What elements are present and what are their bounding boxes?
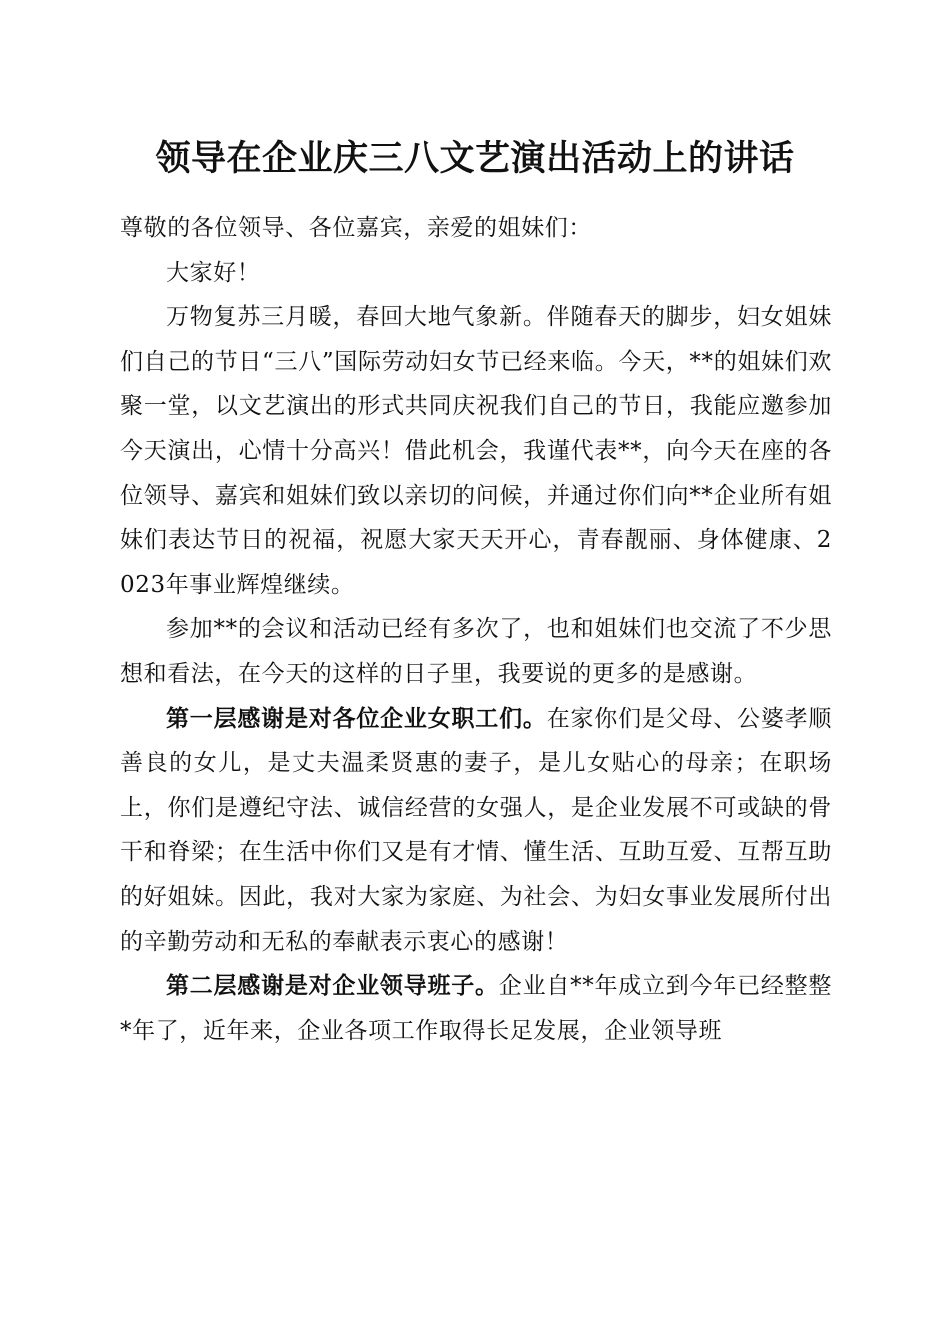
document-body xyxy=(120,206,832,1053)
paragraph-thanks-intro: 参加**的会议和活动已经有多次了，也和姐妹们也交流了不少思想和看法，在今天的这样的日子里，我要说的更多的是感谢。 xyxy=(120,616,832,687)
greeting-line: 大家好！ xyxy=(166,259,261,286)
second-thanks-heading: 第二层感谢是对企业领导班子。 xyxy=(166,972,499,1000)
paragraph-opening: 万物复苏三月暖，春回大地气象新。伴随春天的脚步，妇女姐妹们自己的节日“三八”国际劳动妇女节已经来临。今天，**的姐妹们欢聚一堂，以文艺演出的形式共同庆祝我们自己的节日，我能应邀参加今天演出，心情十分高兴！借此机会，我谨代表**，向今天在座的各位领导、嘉宾和姐妹们致以亲切的问候，并通过你们向**企业所有姐妹们表达节日的祝福，祝愿大家天天开心，青春靓丽、身体健康、2023年事业辉煌继续。 xyxy=(120,304,832,598)
first-thanks-text: 在家你们是父母、公婆孝顺善良的女儿，是丈夫温柔贤惠的妻子，是儿女贴心的母亲；在职场上，你们是遵纪守法、诚信经营的女强人，是企业发展不可或缺的骨干和脊梁；在生活中你们又是有才情、懂生活、互助互爱、互帮互助的好姐妹。因此，我对大家为家庭、为社会、为妇女事业发展所付出的辛勤劳动和无私的奉献表示衷心的感谢！ xyxy=(120,705,833,955)
document-title: 领导在企业庆三八文艺演出活动上的讲话 xyxy=(155,138,795,179)
paragraph-second-thanks xyxy=(120,964,832,1053)
salutation-line: 尊敬的各位领导、各位嘉宾，亲爱的姐妹们： xyxy=(120,215,592,241)
second-thanks-text: 企业自**年成立到今年已经整整*年了，近年来，企业各项工作取得长足发展，企业领导班 xyxy=(120,973,833,1044)
first-thanks-heading: 第一层感谢是对各位企业女职工们。 xyxy=(166,704,547,732)
paragraph-first-thanks xyxy=(120,697,832,965)
